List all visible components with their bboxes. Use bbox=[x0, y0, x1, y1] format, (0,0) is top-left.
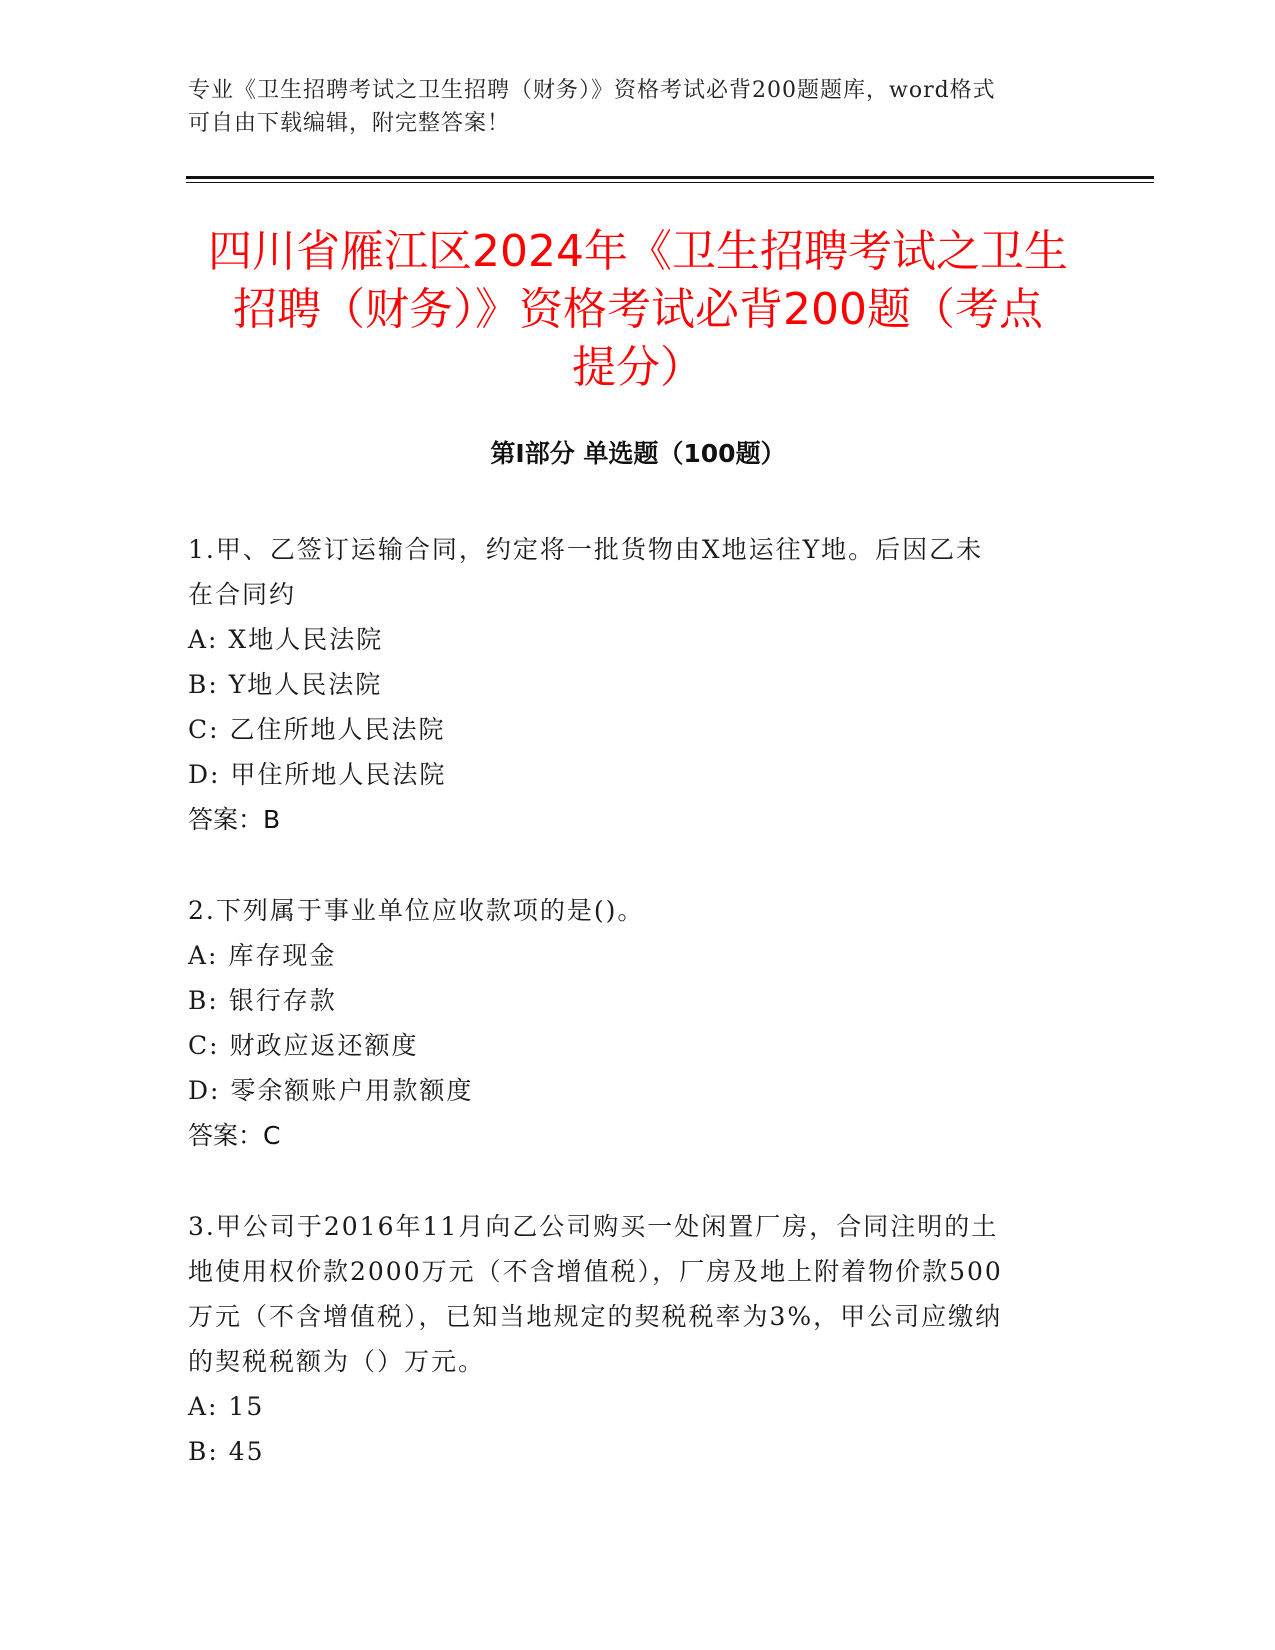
question-list bbox=[188, 527, 1068, 1520]
answer: 答案：C bbox=[188, 1121, 281, 1150]
header-note-line-2: 可自由下载编辑，附完整答案！ bbox=[188, 111, 511, 136]
document-title-line-1: 四川省雁江区2024年《卫生招聘考试之卫生 bbox=[208, 226, 1068, 277]
option-b: B: Y地人民法院 bbox=[188, 670, 383, 699]
question-2 bbox=[188, 888, 1068, 1158]
option-b: B: 银行存款 bbox=[188, 986, 337, 1015]
option-a: A: X地人民法院 bbox=[188, 625, 384, 654]
option-c: C: 财政应返还额度 bbox=[188, 1031, 419, 1060]
header-note-line-1: 专业《卫生招聘考试之卫生招聘（财务）》资格考试必背200题题库，word格式 bbox=[188, 78, 996, 103]
question-1 bbox=[188, 527, 1068, 842]
document-title-line-2: 招聘（财务）》资格考试必背200题（考点 bbox=[233, 284, 1043, 335]
question-text-line: 地使用权价款2000万元（不含增值税），厂房及地上附着物价款500 bbox=[188, 1257, 1003, 1286]
question-text-line: 的契税税额为（）万元。 bbox=[188, 1347, 486, 1376]
answer: 答案：B bbox=[188, 805, 281, 834]
section-title: 第Ⅰ部分 单选题（100题） bbox=[490, 439, 786, 468]
question-text-line: 万元（不含增值税），已知当地规定的契税税率为3%，甲公司应缴纳 bbox=[188, 1302, 1003, 1331]
header-divider-thin bbox=[186, 182, 1154, 183]
question-text-line: 2.下列属于事业单位应收款项的是()。 bbox=[188, 896, 645, 925]
question-text-line: 在合同约 bbox=[188, 580, 297, 609]
header-note bbox=[188, 74, 1068, 140]
question-text-line: 1.甲、乙签订运输合同，约定将一批货物由X地运往Y地。后因乙未 bbox=[188, 535, 984, 564]
option-d: D: 甲住所地人民法院 bbox=[188, 760, 447, 789]
option-b: B: 45 bbox=[188, 1437, 265, 1466]
option-a: A: 15 bbox=[188, 1392, 265, 1421]
option-d: D: 零余额账户用款额度 bbox=[188, 1076, 474, 1105]
option-c: C: 乙住所地人民法院 bbox=[188, 715, 446, 744]
question-text-line: 3.甲公司于2016年11月向乙公司购买一处闲置厂房，合同注明的土 bbox=[188, 1212, 999, 1241]
document-title bbox=[188, 223, 1088, 397]
option-a: A: 库存现金 bbox=[188, 941, 337, 970]
header-divider-thick bbox=[186, 176, 1154, 179]
document-title-line-3: 提分） bbox=[572, 342, 704, 393]
question-3 bbox=[188, 1204, 1068, 1474]
